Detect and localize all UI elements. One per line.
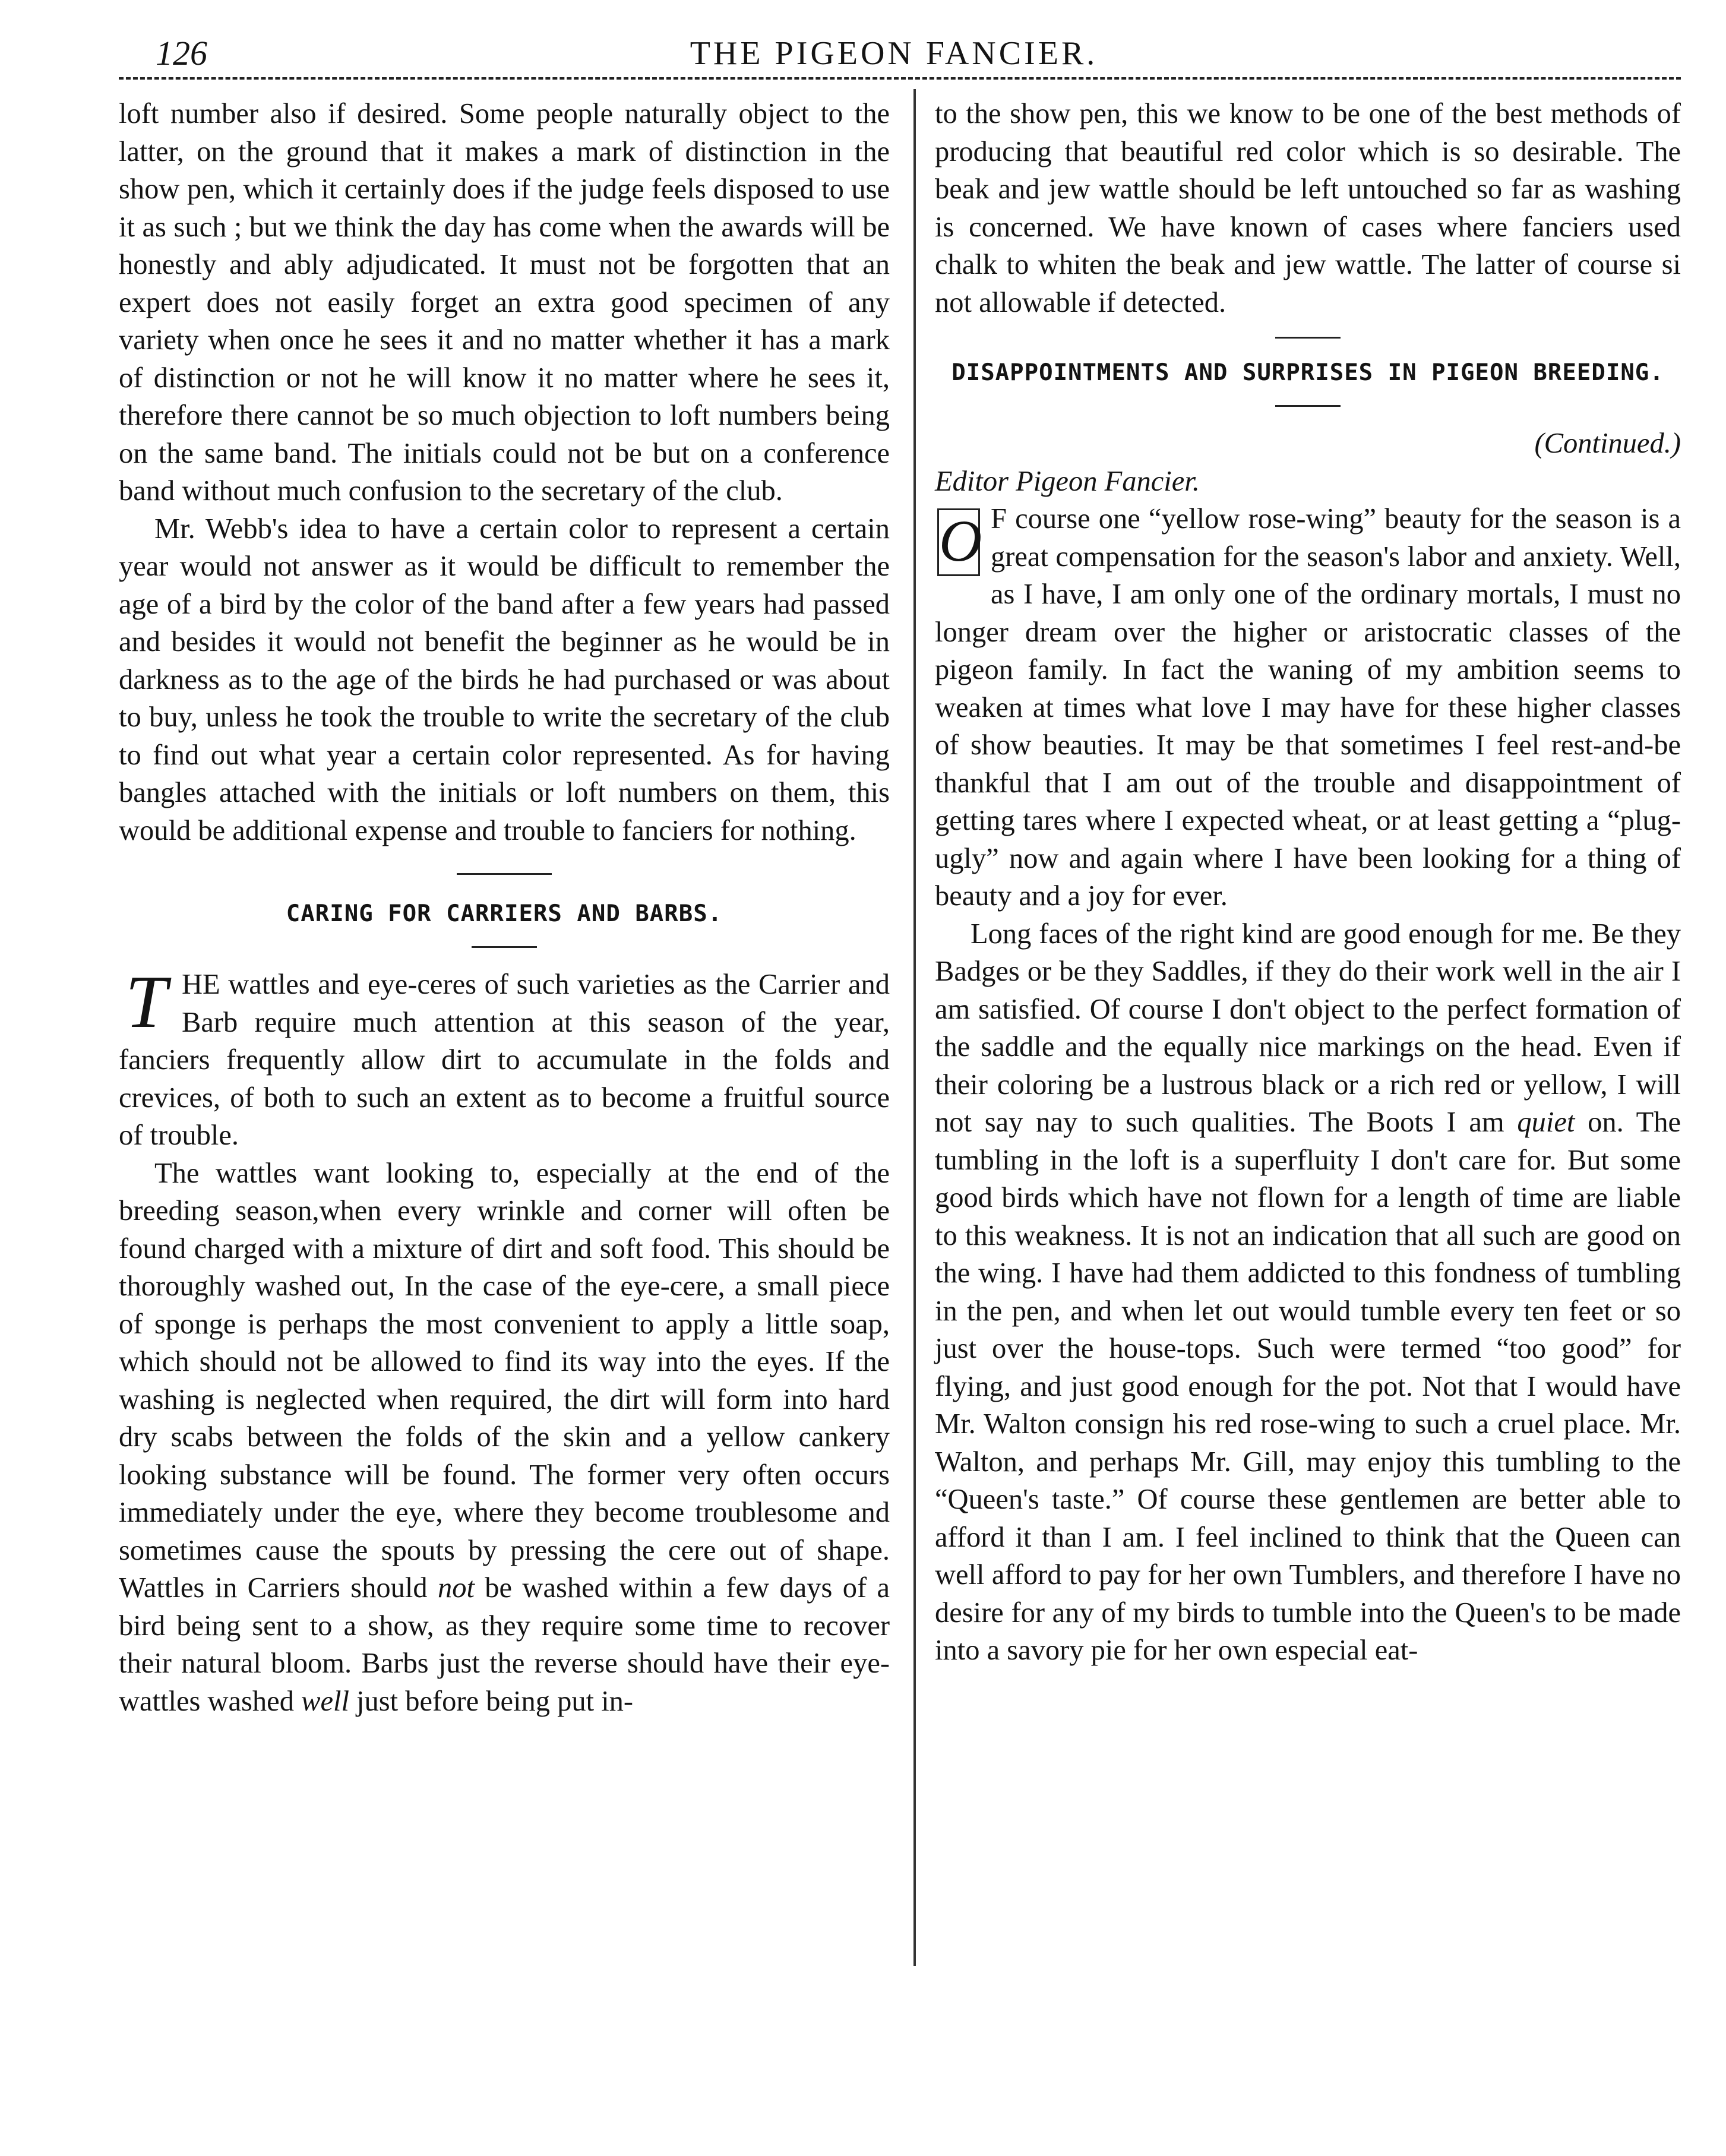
carriers-paragraph-2	[119, 1155, 890, 1721]
article-heading-carriers: CARING FOR CARRIERS AND BARBS.	[286, 900, 723, 927]
carriers-paragraph-1	[119, 961, 890, 1155]
right-continuation-paragraph: to the show pen, this we know to be one of the best methods of producing that beautiful red color which is so desirable. The beak and jew wattle should be left untouched so far as washing is concerned. We have known of cases where fanciers used chalk to whiten the beak and jew wattle. The latter of course si not allowable if detected.	[935, 98, 1681, 318]
heading-rule	[1275, 405, 1341, 407]
disappointments-paragraph-2	[935, 915, 1681, 1670]
header-rule	[119, 77, 1681, 80]
webb-paragraph: Mr. Webb's idea to have a certain color to represent a certain year would not answer as it would be difficult to remember the age of a bird by the color of the band after a few years had passed and besides it would not benefit the beginner as he would be in darkness as to the age of the birds he had purchased or was about to buy, unless he took the trouble to write the secretary of the club to find out what year a certain color represented. As for having bangles attached with the initials or loft numbers on them, this would be additional expense and trouble to fanciers for nothing.	[119, 513, 890, 846]
dropcap-t: T	[125, 961, 167, 1044]
emphasis-not: not	[437, 1572, 475, 1604]
left-column	[119, 95, 890, 1720]
right-column	[935, 95, 1681, 1670]
heading-rule	[472, 946, 537, 948]
emphasis-well: well	[301, 1685, 349, 1717]
article-heading-disappointments: DISAPPOINTMENTS AND SURPRISES IN PIGEON BREEDING.	[951, 359, 1664, 386]
disappointments-paragraph-2-part1: Long faces of the right kind are good enough for me. Be they Badges or be they Saddles, if they do their work well in the air I am satisfied. Of course I don't object to the perfect formation of the saddle and the equally nice markings on the head. Even if their coloring be a lustrous black or a rich red or yellow, I will not say nay to such qualities. The Boots I am	[935, 918, 1681, 1138]
column-divider	[913, 89, 916, 1966]
left-continuation-paragraph: loft number also if desired. Some people naturally object to the latter, on the ground that it makes a mark of distinction in the show pen, which it certainly does if the judge feels disposed to use it as such ; but we think the day has come when the awards will be honestly and ably adjudicated. It must not be forgotten that an expert does not easily forget an extra good specimen of any variety when once he sees it and no matter whether it has a mark of distinction or not he will know it no matter where he sees it, therefore there cannot be so much objection to loft numbers being on the same band. The initials could not be but on a conference band without much confusion to the secretary of the club.	[119, 98, 890, 507]
carriers-paragraph-2-part1: The wattles want looking to, especially at the end of the breeding season,when every wrinkle and corner will often be found charged with a mixture of dirt and soft food. This should be thoroughly washed out, In the case of the eye-cere, a small piece of sponge is perhaps the most convenient to apply a little soap, which should not be allowed to find its way into the eyes. If the washing is neglected when required, the dirt will form into hard dry scabs between the folds of the skin and a yellow cankery looking substance will be found. The former very often occurs immediately under the eye, where they become troublesome and sometimes cause the spouts by pressing the cere out of shape. Wattles in Carriers should	[119, 1157, 890, 1604]
carriers-paragraph-1-text: HE wattles and eye-ceres of such varieties as the Carrier and Barb require much attention at this season of the year, fanciers frequently allow dirt to accumulate in the folds and crevices, of both to such an extent as to become a fruitful source of trouble.	[119, 969, 890, 1151]
dropcap-o: O	[937, 508, 980, 576]
running-head: THE PIGEON FANCIER.	[690, 35, 1098, 72]
editor-salutation: Editor Pigeon Fancier.	[935, 465, 1200, 497]
page-number: 126	[156, 34, 207, 72]
disappointments-paragraph-1-text: F course one “yellow rose-wing” beauty for the season is a great compensation for the season's labor and anxiety. Well, as I have, I am only one of the ordinary mortals, I must no longer dream over the higher or aristocratic classes of the pigeon family. In fact the waning of my ambition seems to weaken at times what love I may have for these higher classes of show beauties. It may be that sometimes I feel rest-and-be thankful that I am out of the trouble and disappointment of getting tares where I expected wheat, or at least getting a “plug-ugly” now and again where I have been looking for a thing of beauty and a joy for ever.	[935, 503, 1681, 912]
carriers-paragraph-2-part2: be washed within a few days of a bird being sent to a show, as they require some time to recover their natural bloom. Barbs just the reverse should have their eye-wattles washed	[119, 1572, 890, 1717]
disappointments-paragraph-1	[935, 500, 1681, 915]
section-separator	[1275, 337, 1341, 339]
continued-label: (Continued.)	[1534, 428, 1681, 459]
disappointments-paragraph-2-part2: on. The tumbling in the loft is a superfluity I don't care for. But some good birds which have not flown for a length of time are liable to this weakness. It is not an indication that all such are good on the wing. I have had them addicted to this fondness of tumbling in the pen, and when let out would tumble every ten feet or so just over the house-tops. Such were termed “too good” for flying, and just good enough for the pot. Not that I would have Mr. Walton consign his red rose-wing to such a cruel place. Mr. Walton, and perhaps Mr. Gill, may enjoy this tumbling to the “Queen's taste.” Of course these gentlemen are better able to afford it than I am. I feel inclined to think that the Queen can well afford to pay for her own Tumblers, and therefore I have no desire for any of my birds to tumble into the Queen's to be made into a savory pie for her own especial eat-	[935, 1107, 1681, 1666]
page-header	[119, 29, 1669, 76]
carriers-paragraph-2-part3: just before being put in-	[356, 1685, 634, 1717]
section-separator	[457, 873, 552, 875]
emphasis-quiet: quiet	[1517, 1107, 1575, 1138]
